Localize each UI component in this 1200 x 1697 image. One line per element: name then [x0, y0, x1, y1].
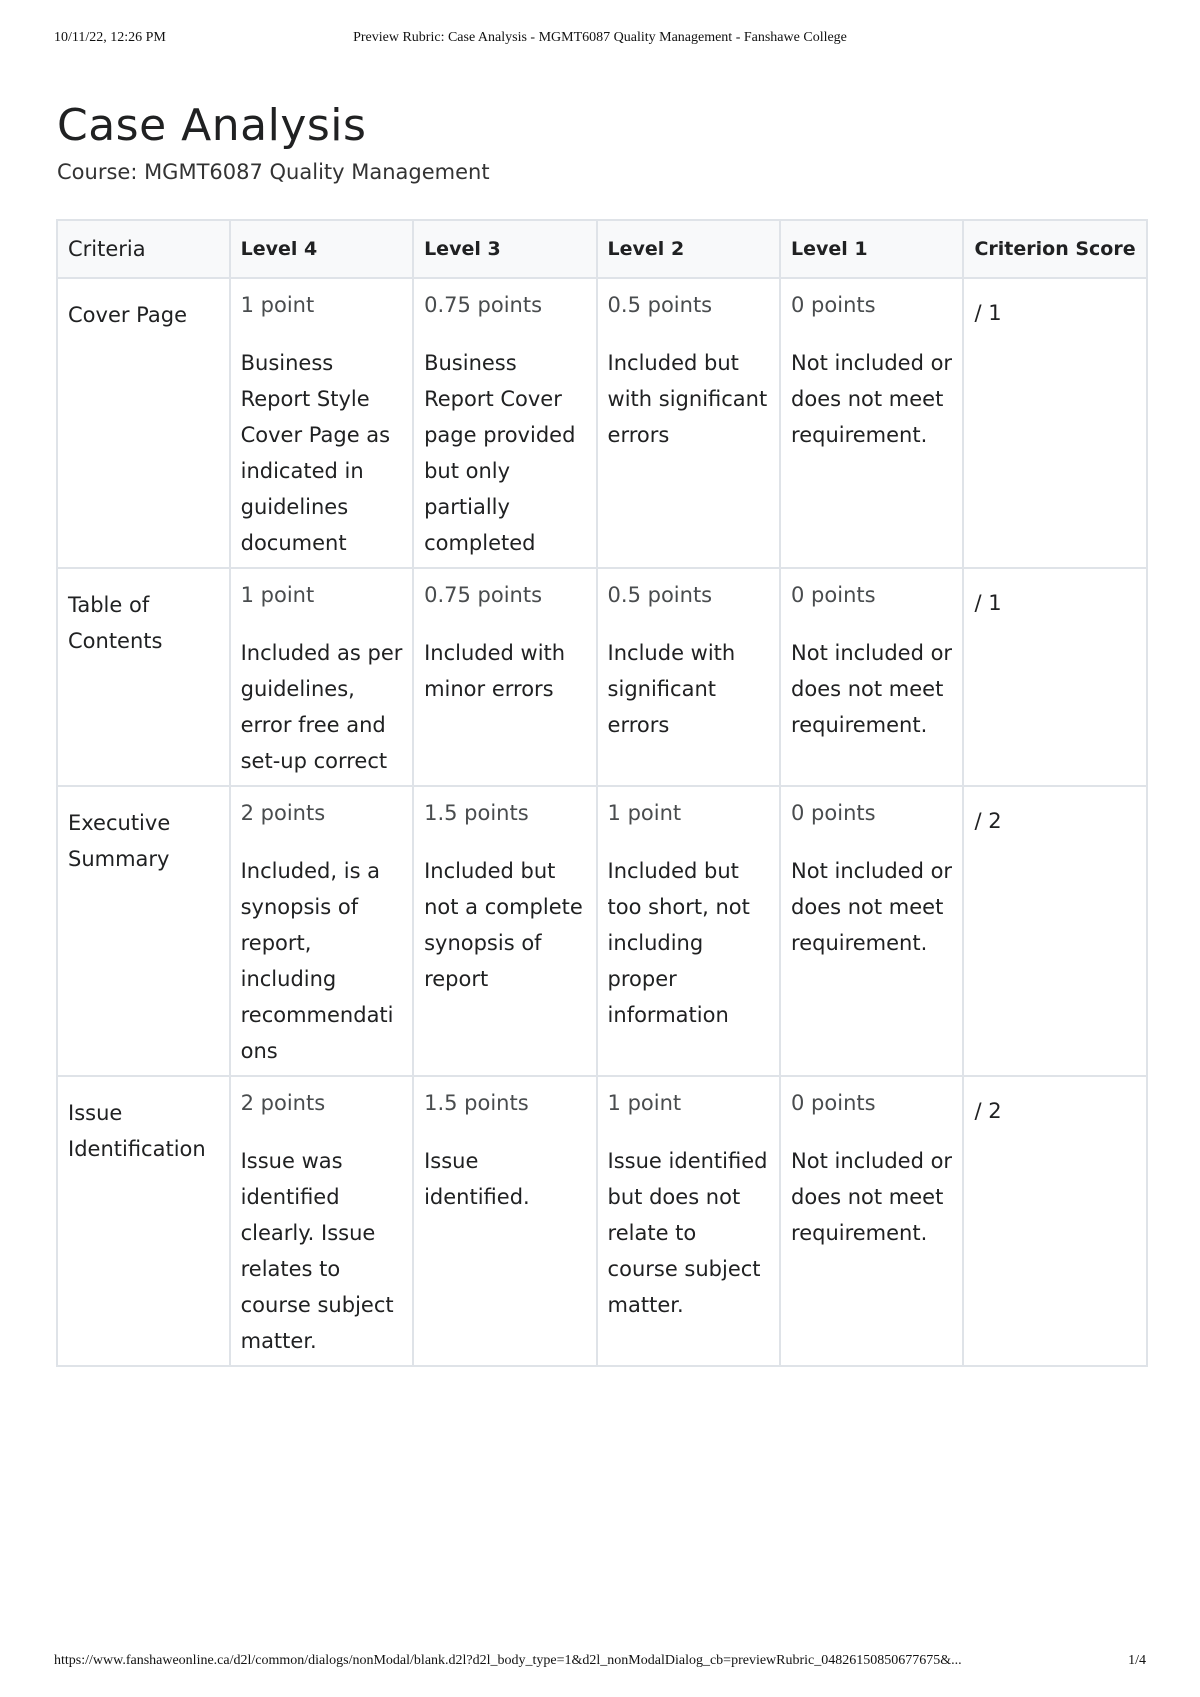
level-3-cell — [413, 568, 596, 786]
level-description: Business Report Style Cover Page as indicated in guidelines document — [240, 351, 391, 555]
level-points: 1 point — [240, 293, 315, 317]
level-description: Included but with significant errors — [607, 351, 768, 447]
print-header — [54, 30, 1146, 50]
level-3-cell — [413, 1076, 596, 1366]
level-points: 0 points — [791, 583, 876, 607]
level-2-cell — [597, 278, 780, 568]
level-points: 1.5 points — [424, 1091, 529, 1115]
print-date: 10/11/22, 12:26 PM — [54, 30, 166, 45]
level-description: Not included or does not meet requirement. — [791, 641, 953, 737]
level-points: 1 point — [240, 583, 315, 607]
level-3-cell — [413, 278, 596, 568]
level-points: 1 point — [607, 1091, 682, 1115]
header-level-1: Level 1 — [780, 220, 963, 278]
level-2-cell — [597, 786, 780, 1076]
level-3-cell — [413, 786, 596, 1076]
header-level-3: Level 3 — [413, 220, 596, 278]
level-1-cell — [780, 568, 963, 786]
criterion-score-cell — [963, 786, 1147, 1076]
level-description: Issue identified. — [424, 1149, 530, 1209]
level-points: 0.5 points — [607, 583, 713, 607]
level-description: Not included or does not meet requirement. — [791, 1149, 953, 1245]
criterion-score-cell — [963, 568, 1147, 786]
level-description: Issue identified but does not relate to course subject matter. — [607, 1149, 768, 1317]
level-4-cell — [230, 278, 413, 568]
level-points: 0 points — [791, 801, 876, 825]
level-description: Not included or does not meet requirement. — [791, 351, 953, 447]
level-description: Included with minor errors — [424, 641, 566, 701]
criterion-score: / 2 — [974, 1099, 1002, 1123]
rubric-title: Case Analysis — [57, 100, 367, 151]
criterion-score: / 2 — [974, 809, 1002, 833]
level-1-cell — [780, 278, 963, 568]
level-points: 0 points — [791, 1091, 876, 1115]
level-description: Issue was identified clearly. Issue relates to course subject matter. — [240, 1149, 394, 1353]
level-description: Not included or does not meet requirement. — [791, 859, 953, 955]
level-description: Included, is a synopsis of report, including recommendations — [240, 859, 394, 1063]
header-level-4: Level 4 — [230, 220, 413, 278]
level-1-cell — [780, 1076, 963, 1366]
rubric-header-row — [57, 220, 1147, 278]
level-description: Included but not a complete synopsis of report — [424, 859, 583, 991]
level-points: 2 points — [240, 801, 326, 825]
level-description: Include with significant errors — [607, 641, 736, 737]
criterion-row — [57, 278, 1147, 568]
criterion-name: Executive Summary — [57, 786, 230, 1076]
level-description: Included as per guidelines, error free and set-up correct — [240, 641, 403, 773]
level-points: 0.5 points — [607, 293, 713, 317]
level-1-cell — [780, 786, 963, 1076]
level-points: 1 point — [607, 801, 682, 825]
criterion-name: Issue Identification — [57, 1076, 230, 1366]
level-points: 1.5 points — [424, 801, 529, 825]
criterion-row — [57, 568, 1147, 786]
level-points: 2 points — [240, 1091, 326, 1115]
print-page-title: Preview Rubric: Case Analysis - MGMT6087 Quality Management - Fanshawe College — [353, 30, 847, 45]
level-points: 0.75 points — [424, 293, 543, 317]
level-4-cell — [230, 1076, 413, 1366]
criterion-score: / 1 — [974, 591, 1002, 615]
level-4-cell — [230, 786, 413, 1076]
header-criterion-score: Criterion Score — [963, 220, 1147, 278]
level-points: 0.75 points — [424, 583, 543, 607]
page-number: 1/4 — [1128, 1653, 1146, 1668]
print-footer — [54, 1653, 1146, 1673]
header-level-2: Level 2 — [597, 220, 780, 278]
header-criteria: Criteria — [57, 220, 230, 278]
criterion-row — [57, 786, 1147, 1076]
level-4-cell — [230, 568, 413, 786]
level-2-cell — [597, 1076, 780, 1366]
criterion-name: Cover Page — [57, 278, 230, 568]
level-description: Business Report Cover page provided but only partially completed — [424, 351, 576, 555]
criterion-row — [57, 1076, 1147, 1366]
course-name: Course: MGMT6087 Quality Management — [57, 160, 490, 184]
criterion-score-cell — [963, 278, 1147, 568]
page-url: https://www.fanshaweonline.ca/d2l/common/dialogs/nonModal/blank.d2l?d2l_body_type=1&d2l_nonModalDialog_cb=previewRubric_04826150850677675&... — [54, 1653, 962, 1668]
criterion-name: Table of Contents — [57, 568, 230, 786]
criterion-score-cell — [963, 1076, 1147, 1366]
level-2-cell — [597, 568, 780, 786]
criterion-score: / 1 — [974, 301, 1002, 325]
rubric-table — [56, 219, 1148, 1367]
level-description: Included but too short, not including proper information — [607, 859, 750, 1027]
level-points: 0 points — [791, 293, 876, 317]
